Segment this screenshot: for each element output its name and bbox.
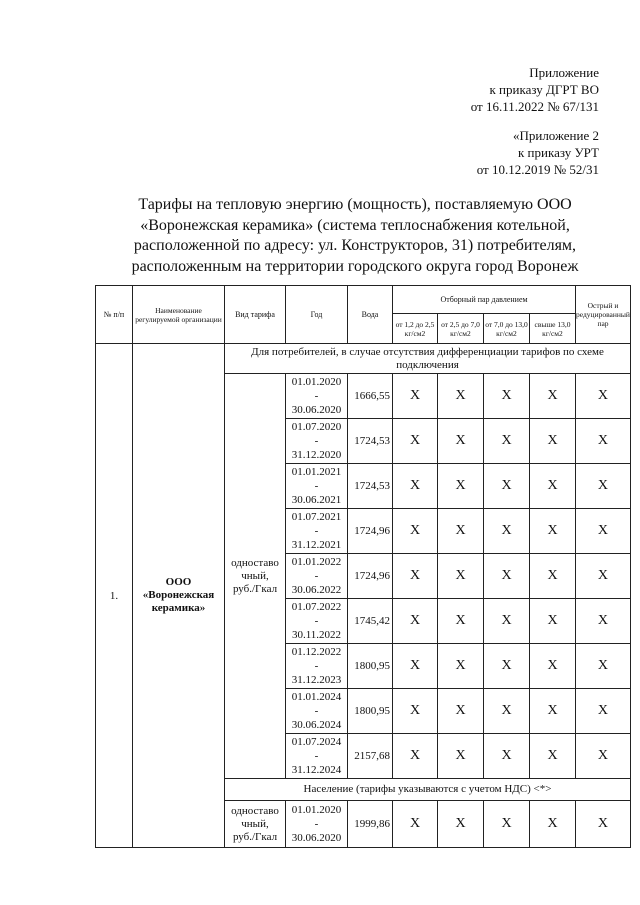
header-steam-group: Отборный пар давлением <box>393 286 576 314</box>
period-end: 30.06.2020 <box>291 832 342 844</box>
period-dash: - <box>314 615 319 627</box>
order-date: от 16.11.2022 № 67/131 <box>470 99 599 114</box>
not-applicable-mark: X <box>393 734 438 779</box>
not-applicable-mark: X <box>393 419 438 464</box>
not-applicable-mark: X <box>530 801 576 848</box>
not-applicable-mark: X <box>484 419 530 464</box>
tariff-table <box>95 285 631 848</box>
header-year: Год <box>286 286 348 344</box>
not-applicable-mark: X <box>530 419 576 464</box>
not-applicable-mark: X <box>438 464 484 509</box>
not-applicable-mark: X <box>530 689 576 734</box>
appendix-header <box>471 64 599 115</box>
water-tariff-value: 1724,53 <box>348 419 393 464</box>
appendix-label: Приложение <box>529 65 599 80</box>
title-line: расположенным на территории городского округа город Воронеж <box>131 257 579 275</box>
header-num: № п/п <box>96 286 133 344</box>
title-line: расположенной по адресу: ул. Конструкторов, 31) потребителям, <box>133 237 577 254</box>
period-cell <box>286 509 348 554</box>
period-end: 30.06.2020 <box>291 404 342 416</box>
not-applicable-mark: X <box>438 509 484 554</box>
not-applicable-mark: X <box>438 554 484 599</box>
not-applicable-mark: X <box>576 734 631 779</box>
period-cell <box>286 374 348 419</box>
tariff-type-single-rate <box>225 374 286 779</box>
period-cell <box>286 801 348 848</box>
title-line: «Воронежская керамика» (система теплоснабжения котельной, <box>140 216 570 234</box>
original-order-date: от 10.12.2019 № 52/31 <box>476 162 599 177</box>
period-end: 30.06.2022 <box>291 584 342 596</box>
tariff-type-line: чный, <box>241 817 269 830</box>
period-start: 01.01.2021 <box>291 466 342 478</box>
not-applicable-mark: X <box>438 644 484 689</box>
period-end: 31.12.2024 <box>291 764 342 776</box>
not-applicable-mark: X <box>438 419 484 464</box>
not-applicable-mark: X <box>576 509 631 554</box>
header-steam-2: от 2,5 до 7,0 кг/см2 <box>438 314 484 344</box>
title-line: Тарифы на тепловую энергию (мощность), поставляемую ООО <box>138 196 572 213</box>
period-start: 01.07.2020 <box>291 421 342 433</box>
water-tariff-value: 1724,53 <box>348 464 393 509</box>
tariff-type-line: чный, <box>241 569 269 582</box>
header-steam-4: свыше 13,0 кг/см2 <box>530 314 576 344</box>
not-applicable-mark: X <box>530 554 576 599</box>
not-applicable-mark: X <box>484 509 530 554</box>
not-applicable-mark: X <box>576 464 631 509</box>
header-tariff-type: Вид тарифа <box>225 286 286 344</box>
tariff-type-line: одноставо <box>231 556 279 569</box>
not-applicable-mark: X <box>576 689 631 734</box>
not-applicable-mark: X <box>484 801 530 848</box>
period-dash: - <box>314 750 319 762</box>
period-end: 30.06.2021 <box>291 494 342 506</box>
period-dash: - <box>314 435 319 447</box>
not-applicable-mark: X <box>576 801 631 848</box>
period-dash: - <box>314 660 319 672</box>
period-cell <box>286 554 348 599</box>
not-applicable-mark: X <box>393 464 438 509</box>
org-line: ООО <box>165 576 192 588</box>
period-cell <box>286 419 348 464</box>
header-org: Наименование регулируемой организации <box>133 286 225 344</box>
not-applicable-mark: X <box>484 374 530 419</box>
document-title <box>95 195 615 277</box>
not-applicable-mark: X <box>393 554 438 599</box>
period-cell <box>286 644 348 689</box>
tariff-type-single-rate <box>225 801 286 848</box>
original-appendix-label: «Приложение 2 <box>512 128 599 143</box>
not-applicable-mark: X <box>393 644 438 689</box>
header-sharp-steam: Острый и редуцированный пар <box>576 286 631 344</box>
period-start: 01.07.2021 <box>291 511 342 523</box>
not-applicable-mark: X <box>438 599 484 644</box>
not-applicable-mark: X <box>484 599 530 644</box>
not-applicable-mark: X <box>484 644 530 689</box>
period-dash: - <box>314 818 319 830</box>
not-applicable-mark: X <box>393 374 438 419</box>
water-tariff-value: 1800,95 <box>348 689 393 734</box>
period-dash: - <box>314 480 319 492</box>
period-dash: - <box>314 705 319 717</box>
water-tariff-value: 1724,96 <box>348 554 393 599</box>
not-applicable-mark: X <box>530 464 576 509</box>
original-appendix-header <box>477 127 599 178</box>
period-end: 30.06.2024 <box>291 719 342 731</box>
period-cell <box>286 689 348 734</box>
period-start: 01.01.2024 <box>291 691 342 703</box>
tariff-type-line: руб./Гкал <box>232 830 278 843</box>
not-applicable-mark: X <box>530 644 576 689</box>
row-number: 1. <box>96 344 133 848</box>
period-end: 31.12.2021 <box>291 539 342 551</box>
not-applicable-mark: X <box>438 689 484 734</box>
period-cell <box>286 464 348 509</box>
period-start: 01.01.2022 <box>291 556 342 568</box>
water-tariff-value: 1999,86 <box>348 801 393 848</box>
not-applicable-mark: X <box>438 801 484 848</box>
not-applicable-mark: X <box>484 689 530 734</box>
period-start: 01.01.2020 <box>291 376 342 388</box>
not-applicable-mark: X <box>393 509 438 554</box>
water-tariff-value: 1800,95 <box>348 644 393 689</box>
period-cell <box>286 734 348 779</box>
not-applicable-mark: X <box>438 734 484 779</box>
water-tariff-value: 1724,96 <box>348 509 393 554</box>
not-applicable-mark: X <box>393 801 438 848</box>
header-steam-3: от 7,0 до 13,0 кг/см2 <box>484 314 530 344</box>
section-population: Население (тарифы указываются с учетом НДС) <*> <box>225 779 631 801</box>
not-applicable-mark: X <box>484 464 530 509</box>
section-general-consumers: Для потребителей, в случае отсутствия дифференциации тарифов по схеме подключения <box>225 344 631 374</box>
not-applicable-mark: X <box>576 599 631 644</box>
header-steam-1: от 1,2 до 2,5 кг/см2 <box>393 314 438 344</box>
not-applicable-mark: X <box>530 599 576 644</box>
period-dash: - <box>314 525 319 537</box>
period-start: 01.01.2020 <box>291 804 342 816</box>
not-applicable-mark: X <box>438 374 484 419</box>
period-dash: - <box>314 390 319 402</box>
period-end: 30.11.2022 <box>291 629 342 641</box>
water-tariff-value: 1745,42 <box>348 599 393 644</box>
not-applicable-mark: X <box>576 374 631 419</box>
header-water: Вода <box>348 286 393 344</box>
not-applicable-mark: X <box>576 419 631 464</box>
tariff-type-line: руб./Гкал <box>232 582 278 595</box>
water-tariff-value: 2157,68 <box>348 734 393 779</box>
period-start: 01.07.2022 <box>291 601 342 613</box>
not-applicable-mark: X <box>530 734 576 779</box>
period-dash: - <box>314 570 319 582</box>
period-cell <box>286 599 348 644</box>
original-order-reference: к приказу УРТ <box>517 145 599 160</box>
not-applicable-mark: X <box>393 689 438 734</box>
not-applicable-mark: X <box>530 374 576 419</box>
period-end: 31.12.2023 <box>291 674 342 686</box>
organization-name <box>133 344 225 848</box>
not-applicable-mark: X <box>484 734 530 779</box>
not-applicable-mark: X <box>576 644 631 689</box>
order-reference: к приказу ДГРТ ВО <box>489 82 599 97</box>
period-start: 01.07.2024 <box>291 736 342 748</box>
period-start: 01.12.2022 <box>291 646 342 658</box>
period-end: 31.12.2020 <box>291 449 342 461</box>
not-applicable-mark: X <box>484 554 530 599</box>
not-applicable-mark: X <box>530 509 576 554</box>
water-tariff-value: 1666,55 <box>348 374 393 419</box>
not-applicable-mark: X <box>576 554 631 599</box>
not-applicable-mark: X <box>393 599 438 644</box>
tariff-type-line: одноставо <box>231 804 279 817</box>
org-line: «Воронежская керамика» <box>142 589 215 614</box>
